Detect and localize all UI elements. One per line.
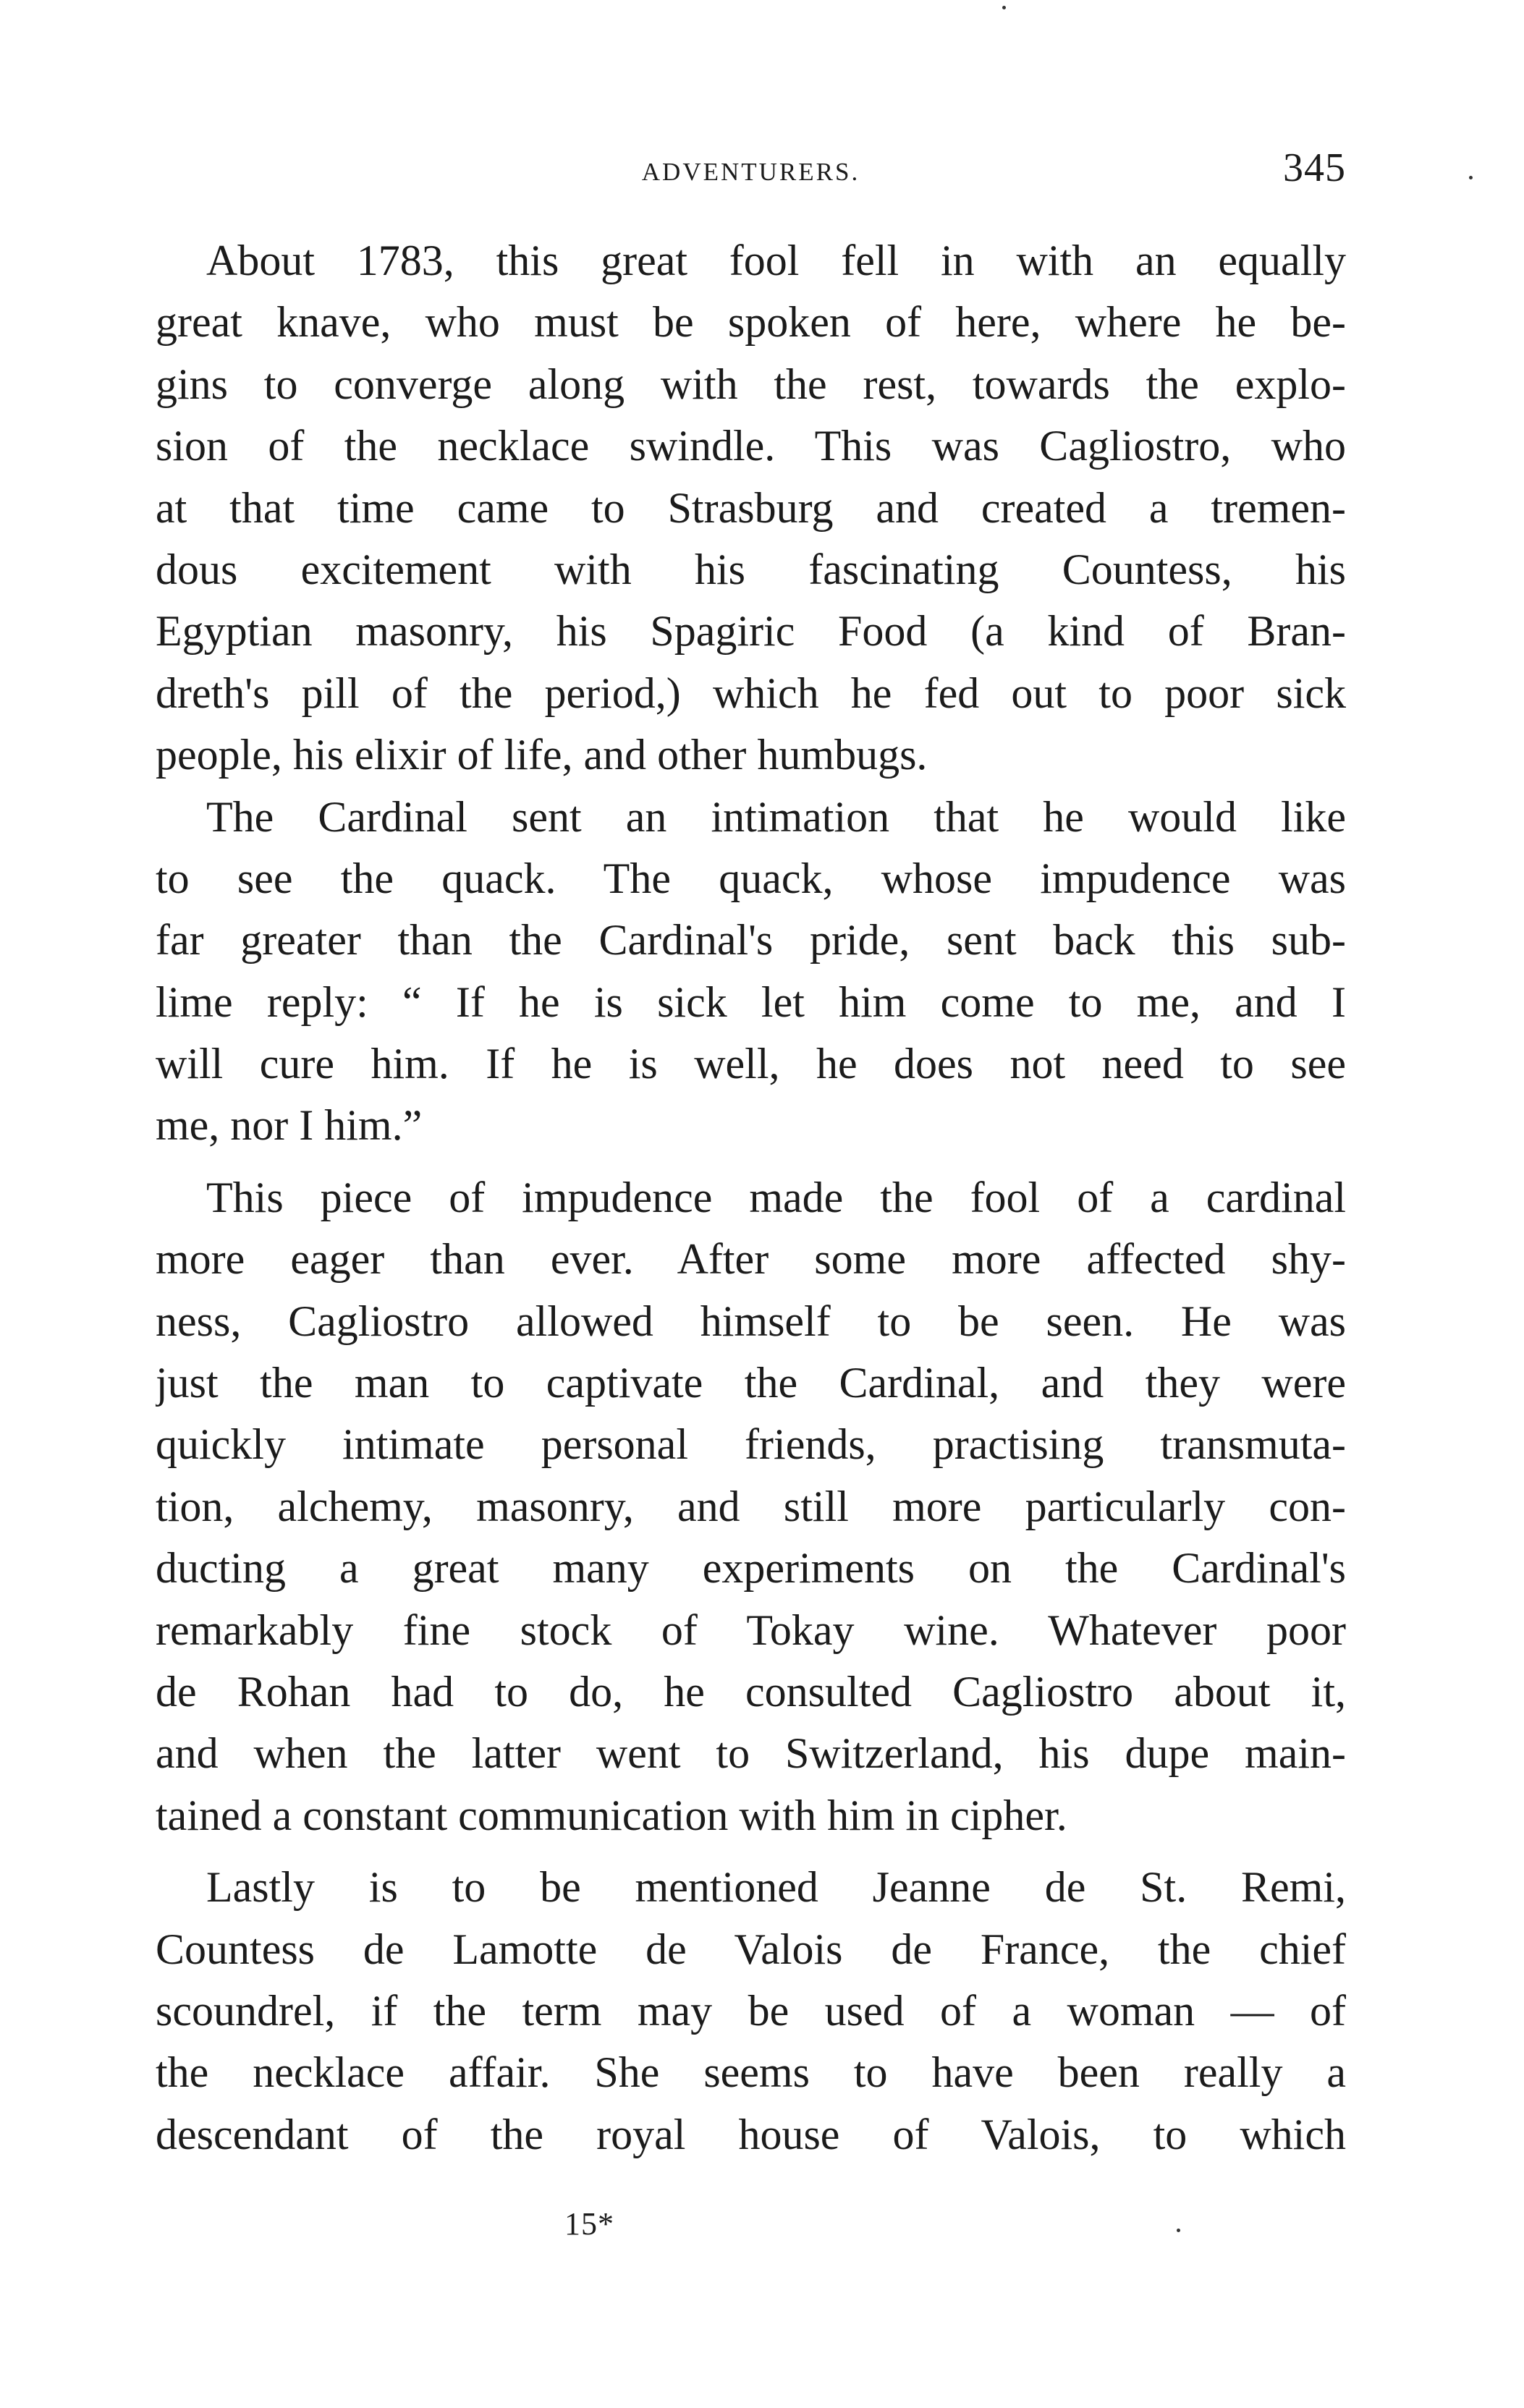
text-line: to see the quack. The quack, whose impudence was [156,854,1346,902]
text-line: tion, alchemy, masonry, and still more particularly con- [156,1482,1346,1530]
text-line: will cure him. If he is well, he does not need to see [156,1040,1346,1088]
text-line: more eager than ever. After some more affected shy- [156,1235,1346,1284]
running-head [156,145,1346,203]
text-line: dous excitement with his fascinating Countess, his [156,545,1346,593]
text-line: Countess de Lamotte de Valois de France, the chief [156,1925,1346,1973]
signature-mark: 15* [564,2206,614,2242]
body-text [156,230,1346,2166]
running-title: ADVENTURERS. [641,158,860,186]
paragraph-1 [156,230,1346,787]
text-line: The Cardinal sent an intimation that he would like [206,792,1346,841]
text-line: people, his elixir of life, and other humbugs. [156,731,928,779]
paragraph-3 [156,1167,1346,1847]
text-line: Lastly is to be mentioned Jeanne de St. Remi, [206,1863,1346,1912]
text-line: me, nor I him.” [156,1101,423,1150]
text-line: sion of the necklace swindle. This was Cagliostro, who [156,422,1346,470]
text-line: gins to converge along with the rest, towards the explo- [156,360,1346,408]
text-line: dreth's pill of the period,) which he fed out to poor sick [156,669,1346,717]
text-line: This piece of impudence made the fool of a cardinal [206,1173,1346,1221]
text-line: tained a constant communication with him in cipher. [156,1791,1067,1839]
text-line: far greater than the Cardinal's pride, sent back this sub- [156,916,1346,965]
text-line: remarkably fine stock of Tokay wine. Whatever poor [156,1606,1346,1654]
print-speck [1469,176,1473,179]
text-line: quickly intimate personal friends, practising transmuta- [156,1420,1346,1469]
print-speck [1177,2229,1180,2232]
print-speck [1002,6,1006,9]
paragraph-4 [156,1857,1346,2166]
page-number: 345 [1283,145,1346,190]
text-line: great knave, who must be spoken of here, where he be- [156,298,1346,347]
text-line: ness, Cagliostro allowed himself to be seen. He was [156,1297,1346,1345]
text-line: the necklace affair. She seems to have been really a [156,2048,1346,2097]
text-line: de Rohan had to do, he consulted Cagliostro about it, [156,1667,1346,1716]
text-line: scoundrel, if the term may be used of a woman — of [156,1986,1346,2035]
paragraph-2 [156,787,1346,1157]
text-line: and when the latter went to Switzerland, his dupe main- [156,1729,1346,1778]
text-line: About 1783, this great fool fell in with an equally [206,237,1346,284]
text-line: at that time came to Strasburg and created a tremen- [156,483,1346,532]
text-line: Egyptian masonry, his Spagiric Food (a kind of Bran- [156,607,1346,656]
text-line: lime reply: “ If he is sick let him come to me, and I [156,978,1346,1026]
text-line: descendant of the royal house of Valois, to which [156,2110,1346,2158]
text-line: just the man to captivate the Cardinal, and they were [156,1359,1346,1407]
text-line: ducting a great many experiments on the Cardinal's [156,1544,1346,1593]
